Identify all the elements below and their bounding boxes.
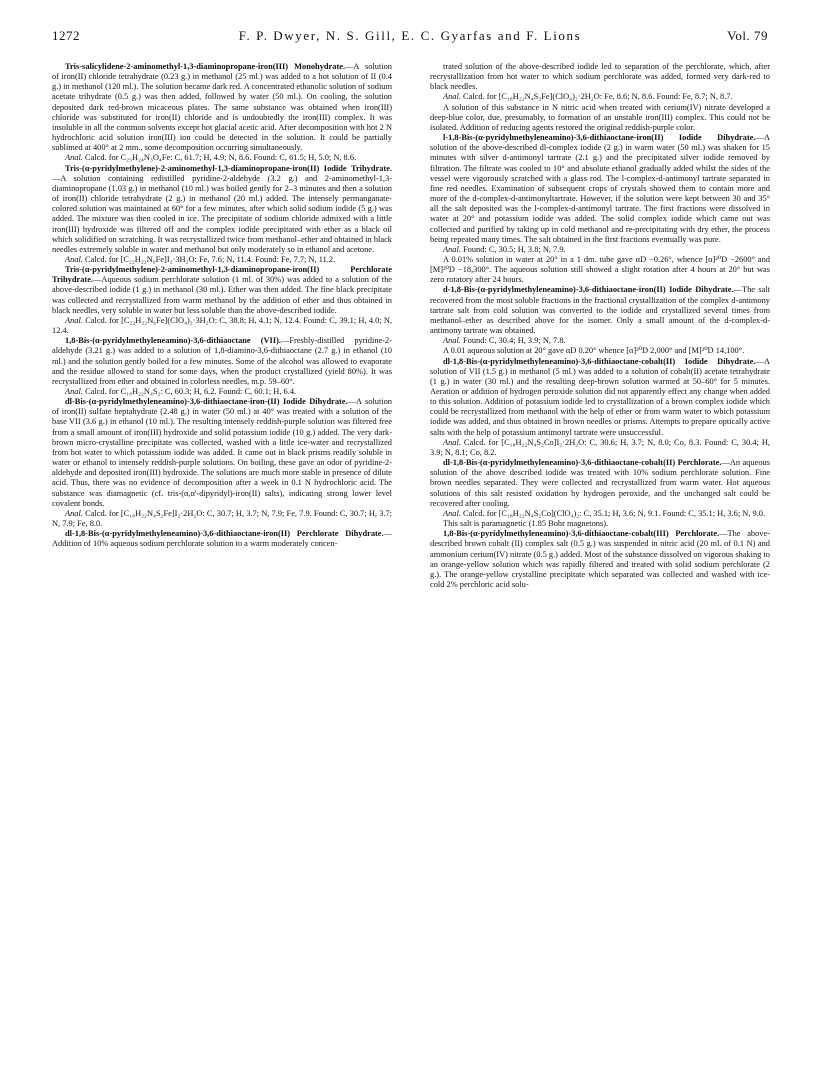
paragraph-text: —Freshly-distilled pyridine-2-aldehyde (3.21 g.) was added to a solution of 1,8-diamino-3,6-dithiaoctane (2.7 g.) in ethanol (10 ml.) and the solution gently boiled for a few minutes. Some of the alcohol was allowed to evaporate and the residue allowed to stand for some days, when the product crystallized (yield 80%). It was recrystallized from ether and obtained in colorless needles, m.p. 59–60°. xyxy=(52,336,392,386)
compound-heading: 1,8-Bis-(α-pyridylmethyleneamino)-3,6-dithiaoctane-cobalt(III) Perchlorate. xyxy=(443,529,720,539)
body-paragraph xyxy=(430,519,770,529)
paragraph-text: Calcd. for [C₂₂H₂₂N₆Fe]I₂·3H₂O: Fe, 7.6; N, 11.4. Found: Fe, 7.7; N, 11.2. xyxy=(85,254,336,264)
paragraph-text: Calcd. for [C₂₂H₂₂N₆Fe](ClO₄)₂·3H₂O: C, 38.8; H, 4.1; N, 12.4. Found: C, 39.1; H, 4.0; N, 12.4. xyxy=(52,315,393,336)
paragraph-text: —A solution of iron(II) chloride tetrahydrate (0.23 g.) in methanol (25 ml.) was added to a hot solution of II (0.4 g.) in methanol (120 ml.). The solution became dark red. A concentrated ethanolic solution of sodium acetate trihydrate (0.5 g.) was then added, followed by water (50 ml.). On cooling, the solution deposited dark red-brown micaceous plates. The same substance was obtained when iron(III) chloride was substituted for iron(II) chloride and is undoubtedly the iron(III) complex. It was insoluble in all the common solvents except hot glacial acetic acid. After decomposition with hot 2 N hydrochloric acid solution iron(III) ion could be detected in the solution. It could be partially sublimed at 400° at 2 mm., some decomposition occurring simultaneously. xyxy=(52,62,392,153)
anal-label: Anal. xyxy=(65,254,83,264)
anal-label: Anal. xyxy=(443,508,461,518)
analysis-paragraph xyxy=(430,92,770,102)
compound-heading: Tris-salicylidene-2-aminomethyl-1,3-diaminopropane-iron(III) Monohydrate. xyxy=(65,62,346,71)
paragraph-text: Calcd. for [C₁₈H₂₂N₄S₂Co](ClO₄)₂: C, 35.1; H, 3.6; N, 9.1. Found: C, 35.1; H, 3.6; N, 9.0. xyxy=(463,508,766,518)
anal-label: Anal. xyxy=(443,336,461,346)
body-paragraph xyxy=(52,164,392,255)
anal-label: Anal. xyxy=(65,508,83,518)
body-paragraph xyxy=(430,62,770,92)
analysis-paragraph xyxy=(52,153,392,163)
paragraph-text: —An aqueous solution of the above described iodide was treated with 10% sodium perchlorate solution. Fine brown needles separated. They were collected and recrystallized from warm water. Hot aqueous solutions of this salt resisted oxidation by hydrogen peroxide, and the unchanged salt could be recovered after cooling. xyxy=(430,458,770,508)
paragraph-text: —A solution of VII (1.5 g.) in methanol (5 ml.) was added to a solution of cobalt(II) acetate tetrahydrate (1 g.) in water (30 ml.) and the resulting deep-brown solution warmed at 50–60° for 5 minutes. Aeration or addition of hydrogen peroxide solution did not apparently effect any change when added to this solution. Addition of potassium iodide led to crystallization of a brown complex iodide which could be recrystallized from methanol with the help of ether or from warm water to which potassium iodide was added, and thus obtained in brown needles or prisms. Attempts to prepare optically active salts with the help of potassium antimonyl tartrate were unsuccessful. xyxy=(430,356,770,437)
anal-label: Anal. xyxy=(65,153,83,163)
paragraph-text: —Aqueous sodium perchlorate solution (1 ml. of 30%) was added to a solution of the above-described iodide (1 g.) in methanol (30 ml.). Ether was then added. The fine black precipitate was collected and recrystallized from warm methanol by the addition of ether and thus obtained in black needles, very soluble in water but less soluble than the above-described iodide. xyxy=(52,275,392,315)
paragraph-text: Calcd. for C₂₅H₂₄N₃O₄Fe: C, 61.7; H, 4.9; N, 8.6. Found: C, 61.5; H, 5.0; N, 8.6. xyxy=(85,153,357,163)
anal-label: Anal. xyxy=(65,315,83,325)
anal-label: Anal. xyxy=(443,437,461,447)
compound-heading: dl-Bis-(α-pyridylmethyleneamino)-3,6-dithiaoctane-iron-(II) Iodide Dihydrate. xyxy=(65,397,348,407)
paragraph-text: Found: C, 30.5; H, 3.8; N, 7.9. xyxy=(463,244,566,254)
body-paragraph xyxy=(52,336,392,387)
anal-label: Anal. xyxy=(443,244,461,254)
paragraph-text: Found: C, 30.4; H, 3.9; N, 7.8. xyxy=(463,336,566,346)
compound-heading: 1,8-Bis-(α-pyridylmethyleneamino)-3,6-dithiaoctane (VII). xyxy=(65,336,281,346)
body-paragraph xyxy=(430,529,770,590)
paragraph-text: Calcd. for [C₁₈H₂₂N₄S₂Fe](ClO₄)₂·2H₂O: Fe, 8.6; N, 8.6. Found: Fe, 8.7; N, 8.7. xyxy=(463,92,733,102)
body-paragraph xyxy=(430,357,770,438)
volume-label: Vol. 79 xyxy=(727,28,768,43)
paragraph-text: A solution of this substance in N nitric acid when treated with cerium(IV) nitrate developed a deep-blue color, due, presumably, to formation of an unstable iron(III) complex. This could not be isolated. Addition of reducing agents restored the original reddish-purple color. xyxy=(430,102,770,132)
compound-heading: dl-1,8-Bis-(α-pyridylmethyleneamino)-3,6-dithiaoctane-cobalt(II) Iodide Dihydrate. xyxy=(443,356,756,366)
paragraph-text: trated solution of the above-described iodide led to separation of the perchlorate, which, after recrystallization from hot water to which sodium perchlorate was added, formed very dark-red to black needles. xyxy=(430,62,770,92)
compound-heading: dl-1,8-Bis-(α-pyridylmethyleneamino)-3,6-dithiaoctane-cobalt(II) Perchlorate. xyxy=(443,458,722,468)
left-column xyxy=(52,62,392,550)
anal-label: Anal. xyxy=(65,387,83,396)
analysis-paragraph xyxy=(430,336,770,346)
compound-heading: d-1,8-Bis-(α-pyridylmethyleneamino)-3,6-dithiaoctane-iron(II) Iodide Dihydrate. xyxy=(443,285,734,295)
analysis-paragraph xyxy=(52,509,392,529)
analysis-paragraph xyxy=(52,387,392,397)
paragraph-text: Calcd. for C₁₈H₂₂N₄S₂: C, 60.3; H, 6.2. Found: C, 60.1; H, 6.4. xyxy=(85,387,297,396)
paragraph-text: Calcd. for [C₁₈H₂₂N₄S₂Fe]I₂·2H₂O: C, 30.7; H, 3.7; N, 7.9; Fe, 7.9. Found: C, 30.7; H, 3.7; N, 7.9; Fe, 8.0. xyxy=(52,508,393,529)
paragraph-text: —The salt recovered from the most soluble fractions in the fractional crystallization of the complex d-antimony tartrate salt from cold solution was converted to the iodide and crystallized several times from methanol–ether as described above for the isomer. Only a small amount of the d-complex-d-antimony tartrate was obtained. xyxy=(430,285,770,336)
body-paragraph xyxy=(52,265,392,316)
analysis-paragraph xyxy=(430,509,770,519)
compound-heading: l-1,8-Bis-(α-pyridylmethyleneamino)-3,6-dithiaoctane-iron(II) Iodide Dihydrate. xyxy=(443,133,756,143)
running-header xyxy=(52,28,768,48)
body-paragraph xyxy=(52,529,392,549)
paragraph-text: This salt is paramagnetic (1.85 Bohr magnetons). xyxy=(443,519,609,529)
analysis-paragraph xyxy=(52,255,392,265)
analysis-paragraph xyxy=(430,245,770,255)
body-paragraph xyxy=(52,397,392,509)
running-authors: F. P. Dwyer, N. S. Gill, E. C. Gyarfas and F. Lions xyxy=(238,28,582,43)
paragraph-text: —A solution of the above-described dl-complex iodide (2 g.) in warm water (50 ml.) was shaken for 15 minutes with silver d-antimonyl tartrate (2.1 g.) and the precipitated silver iodide removed by filtration. The filtrate was cooled to 10° and absolute ethanol gradually added whilst the sides of the vessel were vigorously scratched with a glass rod. The l-complex-d-antimonyl tartrate separated in fine red needles. Examination of subsequent crops of crystals showed them to contain more and more of the d-complex-d-antimonyltartrate. However, if the solution were kept between 30 and 35° all the salt deposited was the l-complex-d-antimonyl tartrate. The first fractions were dissolved in water at 20° and potassium iodide was added. The solid complex iodide which came out was collected and purified by taking up in cold methanol and re-precipitating with dry ether, the process being repeated many times. The salt obtained in the first fractions eventually was pure. xyxy=(430,133,770,244)
body-paragraph xyxy=(430,103,770,133)
body-paragraph xyxy=(52,62,392,153)
body-paragraph xyxy=(430,133,770,245)
analysis-paragraph xyxy=(52,316,392,336)
page-number: 1272 xyxy=(52,28,80,43)
analysis-paragraph xyxy=(430,438,770,458)
paragraph-text: —Addition of 10% aqueous sodium perchlorate solution to a warm moderately concen- xyxy=(52,529,392,549)
compound-heading: Tris-(α-pyridylmethylene)-2-aminomethyl-1,3-diaminopropane-iron(II) Iodide Trihydrate. xyxy=(65,163,392,173)
body-paragraph xyxy=(430,346,770,356)
right-column xyxy=(430,62,770,590)
paragraph-text: —The above-described brown cobalt (II) complex salt (0.5 g.) was suspended in nitric acid (20 ml. of 0.1 N) and ammonium cerium(IV) nitrate (0.5 g.) added. Most of the substance dissolved on vigorous shaking to an orange-yellow solution which was rapidly filtered and treated with solid sodium perchlorate (2 g.). The orange-yellow crystalline precipitate which separated was collected and washed with ice-cold 2% perchloric acid solu- xyxy=(430,529,770,589)
body-paragraph xyxy=(430,458,770,509)
paragraph-text: —A solution of iron(II) sulfate heptahydrate (2.48 g.) in water (50 ml.) at 40° was treated with a solution of the base VII (3.6 g.) in ethanol (10 ml.). The resulting intensely reddish-purple solution was filtered free from a small amount of iron(III) hydroxide and solid potassium iodide (10 g.) added. The very dark-brown micro-crystalline precipitate was collected, washed with a little ice-water and recrystallized from hot water to which potassium iodide was added. It came out in black prisms readily soluble in water or ethanol to intensely reddish-purple solutions. On boiling, these gave an odor of pyridine-2-aldehyde and deposited iron(III) hydroxide. The solutions are much more stable in presence of dilute acid. Thus, there was no evidence of decomposition after a week in 0.1 N hydrochloric acid. The substance was diamagnetic (cf. tris-(α,α'-dipyridyl)-iron(II) salts), indicating strong lower level covalent bonds. xyxy=(52,397,392,508)
paragraph-text: —A solution containing redistilled pyridine-2-aldehyde (3.2 g.) and 2-aminomethyl-1,3-diaminopropane (1.03 g.) in methanol (10 ml.) was boiled gently for 2–3 minutes and then a solution of iron(II) chloride tetrahydrate (2 g.) in methanol (20 ml.) added. The intensely permanganate-colored solution was maintained at 60° for a few minutes, after which solid sodium iodide (5 g.) was added. The mixture was then cooled in ice. The precipitate of sodium chloride admixed with a little iron(III) hydroxide was filtered off and the complex iodide precipitated with ether as a black oil which solidified on scratching. It was recrystallized twice from methanol–ether and obtained in black needles extremely soluble in water and methanol but only moderately so in ethanol and acetone. xyxy=(52,173,392,254)
body-paragraph xyxy=(430,255,770,285)
anal-label: Anal. xyxy=(443,92,461,102)
compound-heading: Tris-(α-pyridylmethylene)-2-aminomethyl-1,3-diaminopropane-iron(II) Perchlorate Trihydrate. xyxy=(52,265,392,285)
paragraph-text: A 0.01% solution in water at 20° in a 1 dm. tube gave αD −0.26°, whence [α]²⁰D −2600° and [M]²⁰D −18,300°. The aqueous solution still showed a slight rotation after 4 hours at 20° but was zero rotatory after 24 hours. xyxy=(430,254,770,285)
compound-heading: dl-1,8-Bis-(α-pyridylmethyleneamino)-3,6-dithiaoctane-iron(II) Perchlorate Dihydrate. xyxy=(65,529,384,539)
body-paragraph xyxy=(430,285,770,336)
paragraph-text: A 0.01 aqueous solution at 20° gave αD 0.20° whence [α]²⁰D 2,000° and [M]²⁰D 14,100°. xyxy=(443,346,745,356)
paragraph-text: Calcd. for [C₁₈H₂₂N₄S₂Co]I₂·2H₂O: C, 30.6; H, 3.7; N, 8.0; Co, 8.3. Found: C, 30.4; H, 3.9; N, 8.1; Co, 8.2. xyxy=(430,437,771,457)
